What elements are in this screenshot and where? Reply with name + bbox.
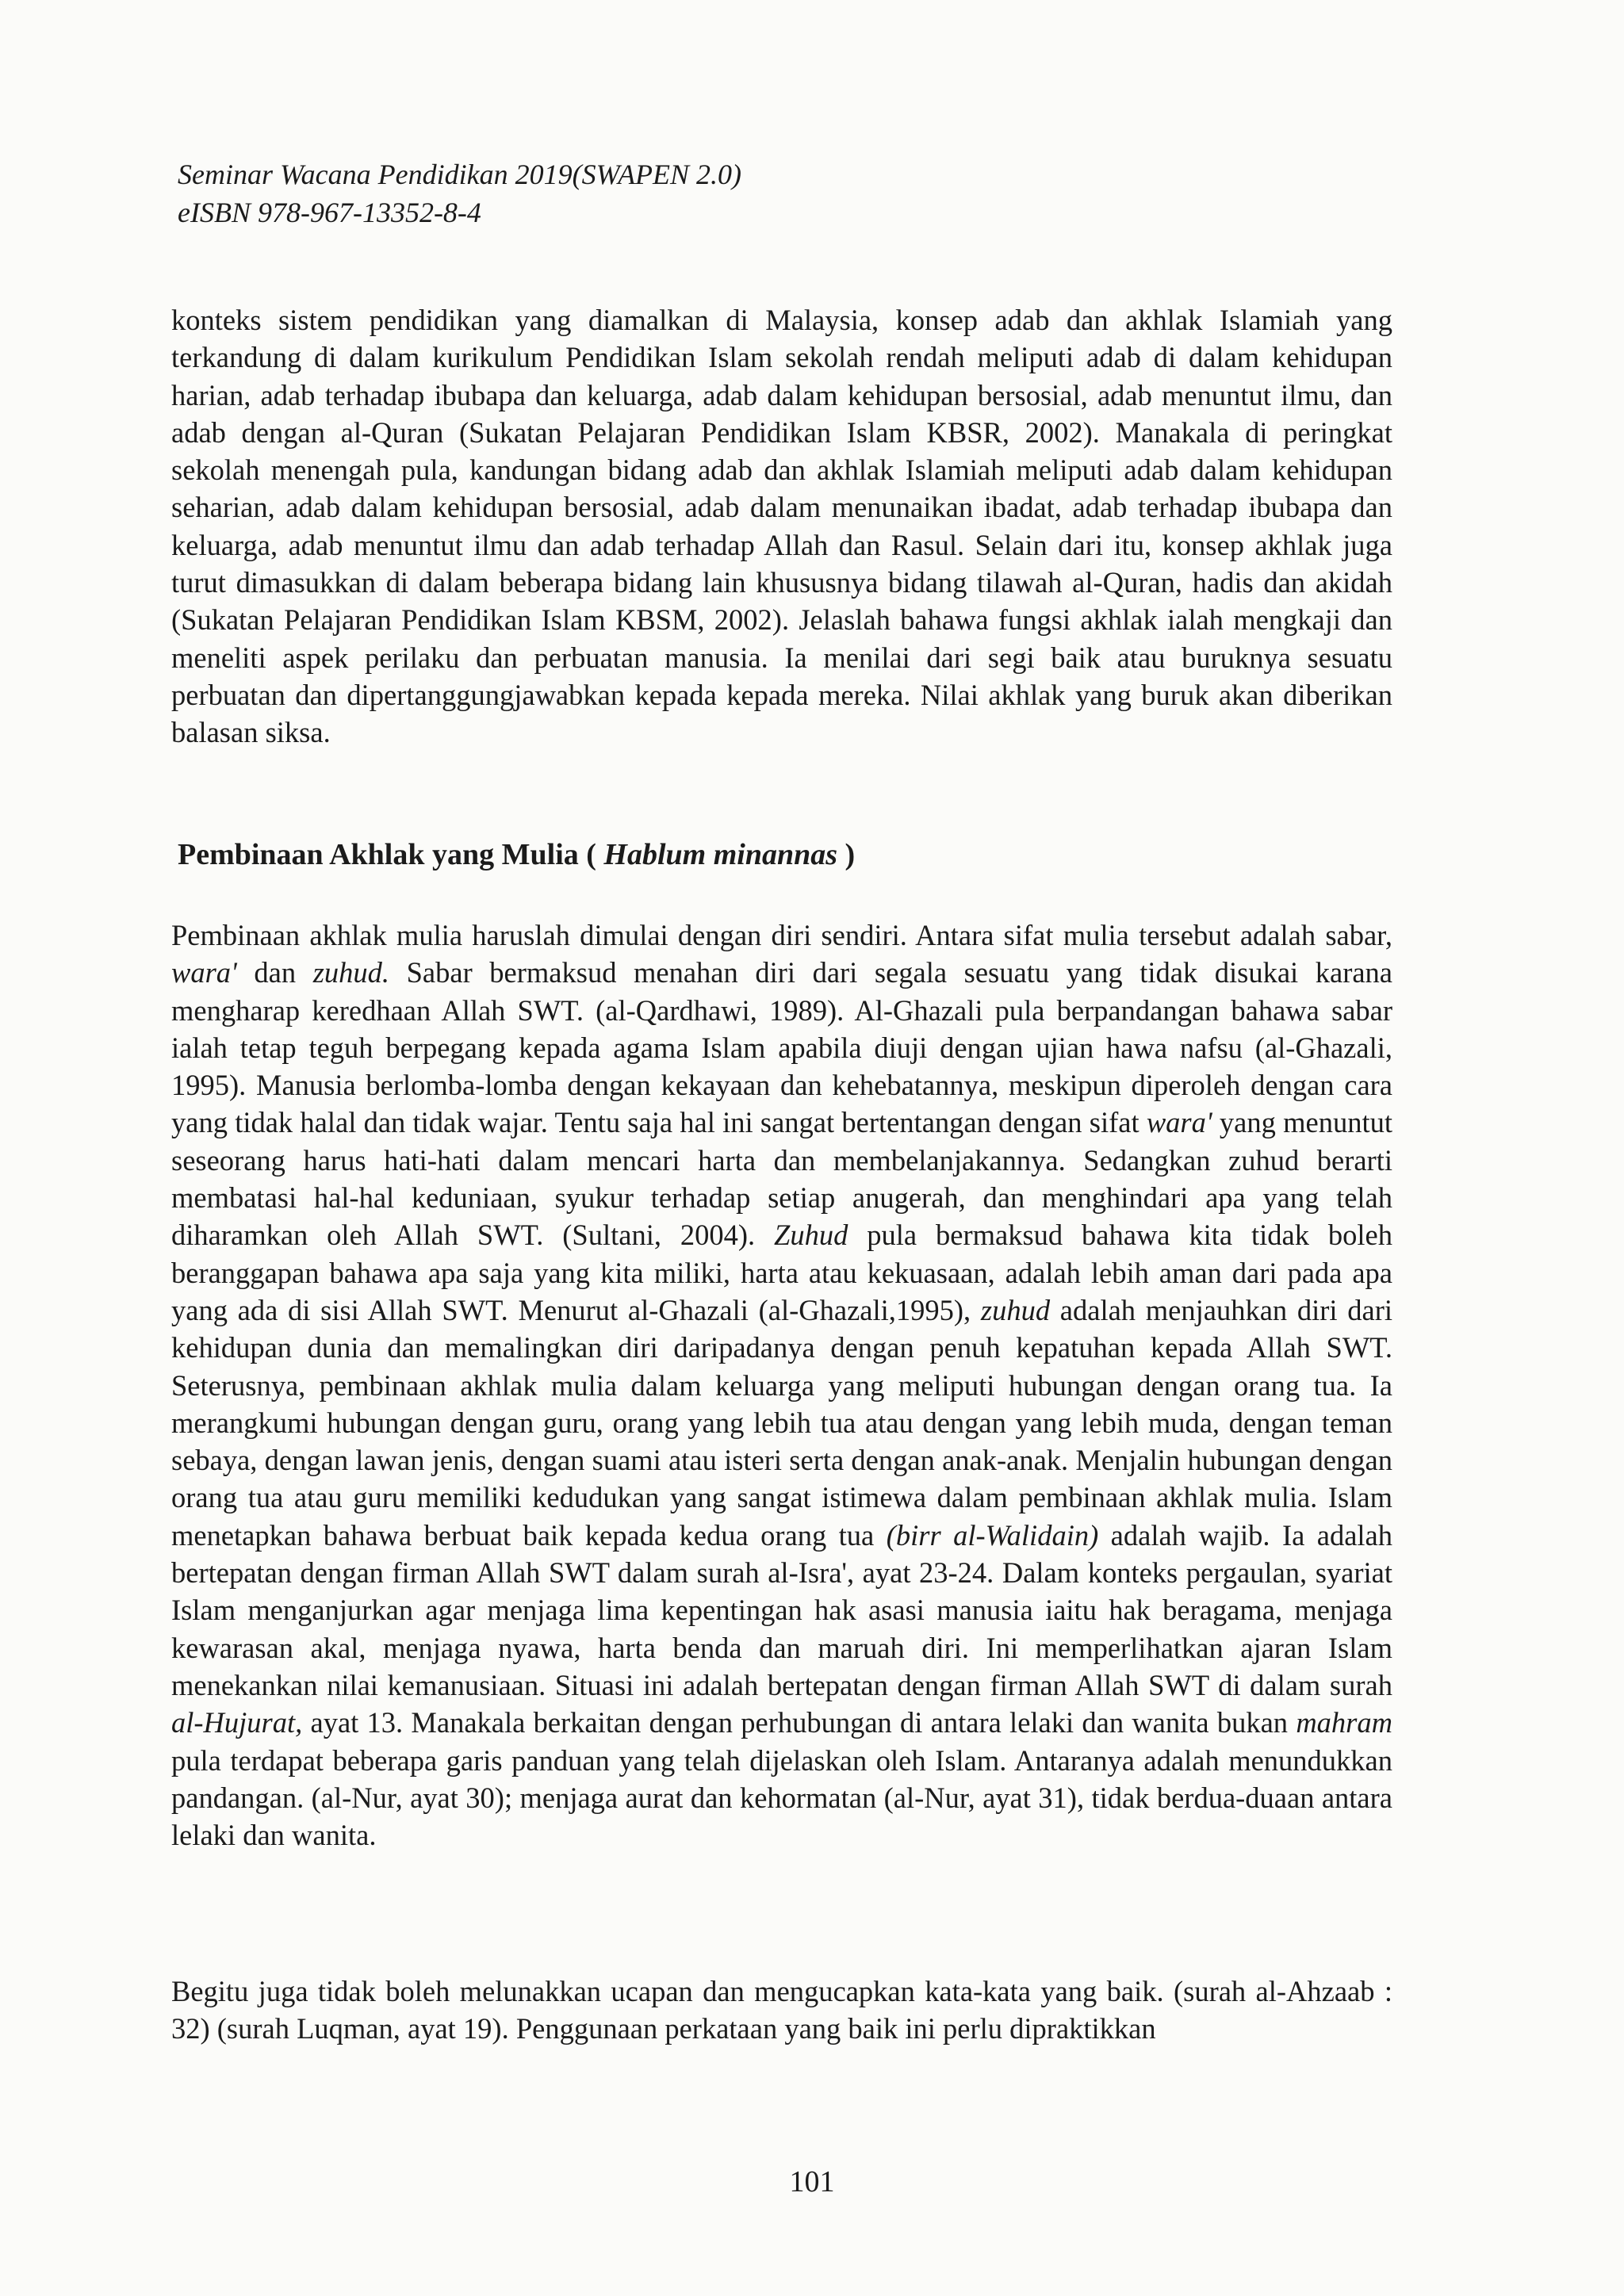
p2-italic-1: wara' — [171, 956, 237, 989]
paragraph-1-text: konteks sistem pendidikan yang diamalkan di Malaysia, konsep adab dan akhlak Islamiah yang terkandung di dalam kurikulum Pendidikan Islam sekolah rendah meliputi adab di dalam kehidupan harian, adab terhadap ibubapa dan keluarga, adab dalam kehidupan bersosial, adab menuntut ilmu, dan adab dengan al-Quran (Sukatan Pelajaran Pendidikan Islam KBSR, 2002). Manakala di peringkat sekolah menengah pula, kandungan bidang adab dan akhlak Islamiah meliputi adab dalam kehidupan seharian, adab dalam kehidupan bersosial, adab dalam menunaikan ibadat, adab terhadap ibubapa dan keluarga, adab menuntut ilmu dan adab terhadap Allah dan Rasul. Selain dari itu, konsep akhlak juga turut dimasukkan di dalam beberapa bidang lain khususnya bidang tilawah al-Quran, hadis dan akidah (Sukatan Pelajaran Pendidikan Islam KBSM, 2002). Jelaslah bahawa fungsi akhlak ialah mengkaji dan meneliti aspek perilaku dan perbuatan manusia. Ia menilai dari segi baik atau buruknya sesuatu perbuatan dan dipertanggungjawabkan kepada kepada mereka. Nilai akhlak yang buruk akan diberikan balasan siksa. — [171, 304, 1392, 749]
paragraph-2-text — [171, 916, 1392, 1854]
section-heading — [178, 836, 855, 874]
body-paragraph-1 — [171, 301, 1392, 752]
p2-seg-6: adalah menjauhkan diri dari kehidupan dunia dan memalingkan diri daripadanya dengan penuh kepatuhan kepada Allah SWT. Seterusnya, pembinaan akhlak mulia dalam keluarga yang meliputi hubungan dengan orang tua. Ia merangkumi hubungan dengan guru, orang yang lebih tua atau dengan yang lebih muda, dengan teman sebaya, dengan lawan jenis, dengan suami atau isteri serta dengan anak-anak. Menjalin hubungan dengan orang tua atau guru memiliki kedudukan yang sangat istimewa dalam pembinaan akhlak mulia. Islam menetapkan bahawa berbuat baik kepada kedua orang tua — [171, 1293, 1392, 1552]
heading-prefix: Pembinaan Akhlak yang Mulia ( — [178, 838, 604, 871]
heading-italic: Hablum minannas — [603, 838, 838, 871]
body-paragraph-3 — [171, 1973, 1392, 2048]
running-header — [178, 155, 741, 232]
p2-seg-3: Sabar bermaksud menahan diri dari segala sesuatu yang tidak disukai karana mengharap keredhaan Allah SWT. (al-Qardhawi, 1989). Al-Ghazali pula berpandangan bahawa sabar ialah tetap teguh berpegang kepada agama Islam apabila diuji dengan ujian hawa nafsu (al-Ghazali, 1995). Manusia berlomba-lomba dengan kekayaan dan kehebatannya, meskipun diperoleh dengan cara yang tidak halal dan tidak wajar. Tentu saja hal ini sangat bertentangan dengan sifat — [171, 956, 1393, 1139]
p2-italic-6: (birr al-Walidain) — [886, 1518, 1099, 1552]
header-seminar-title: Seminar Wacana Pendidikan 2019(SWAPEN 2.0) — [178, 159, 742, 190]
paragraph-3-text: Begitu juga tidak boleh melunakkan ucapan dan mengucapkan kata-kata yang baik. (surah al-Ahzaab : 32) (surah Luqman, ayat 19). Penggunaan perkataan yang baik ini perlu dipraktikkan — [171, 1975, 1392, 2045]
body-paragraph-2 — [171, 916, 1392, 1854]
p2-italic-8: mahram — [1296, 1706, 1392, 1739]
p2-seg-1: Pembinaan akhlak mulia haruslah dimulai dengan diri sendiri. Antara sifat mulia tersebut adalah sabar, — [171, 919, 1392, 951]
p2-seg-5: pula bermaksud bahawa kita tidak boleh beranggapan bahawa apa saja yang kita miliki, harta atau kekuasaan, adalah lebih aman dari pada apa yang ada di sisi Allah SWT. Menurut al-Ghazali (al-Ghazali,1995), — [171, 1219, 1393, 1326]
p2-italic-3: wara' — [1146, 1106, 1212, 1139]
p2-italic-5: zuhud — [980, 1293, 1051, 1326]
p2-seg-4: yang menuntut seseorang harus hati-hati dalam mencari harta dan membelanjakannya. Sedangkan zuhud berarti membatasi hal-hal keduniaan, syukur terhadap setiap anugerah, dan menghindari apa yang telah diharamkan oleh Allah SWT. (Sultani, 2004). — [171, 1106, 1392, 1252]
p2-italic-4: Zuhud — [774, 1219, 848, 1252]
p2-seg-8: ayat 13. Manakala berkaitan dengan perhubungan di antara lelaki dan wanita bukan — [302, 1706, 1297, 1739]
p2-italic-2: zuhud. — [312, 956, 390, 989]
page-number: 101 — [789, 2165, 835, 2198]
p2-seg-2: dan — [236, 956, 313, 989]
p2-italic-7: al-Hujurat, — [171, 1706, 303, 1739]
heading-suffix: ) — [837, 838, 856, 871]
header-isbn: eISBN 978-967-13352-8-4 — [178, 197, 481, 228]
p2-seg-7: adalah wajib. Ia adalah bertepatan dengan firman Allah SWT dalam surah al-Isra', ayat 23-24. Dalam konteks pergaulan, syariat Islam menganjurkan agar menjaga lima kepentingan hak asasi manusia iaitu hak beragama, menjaga kewarasan akal, menjaga nyawa, harta benda dan maruah diri. Ini memperlihatkan ajaran Islam menekankan nilai kemanusiaan. Situasi ini adalah bertepatan dengan firman Allah SWT di dalam surah — [171, 1518, 1393, 1701]
p2-seg-9: pula terdapat beberapa garis panduan yang telah dijelaskan oleh Islam. Antaranya adalah menundukkan pandangan. (al-Nur, ayat 30); menjaga aurat dan kehormatan (al-Nur, ayat 31), tidak berdua-duaan antara lelaki dan wanita. — [171, 1743, 1392, 1852]
